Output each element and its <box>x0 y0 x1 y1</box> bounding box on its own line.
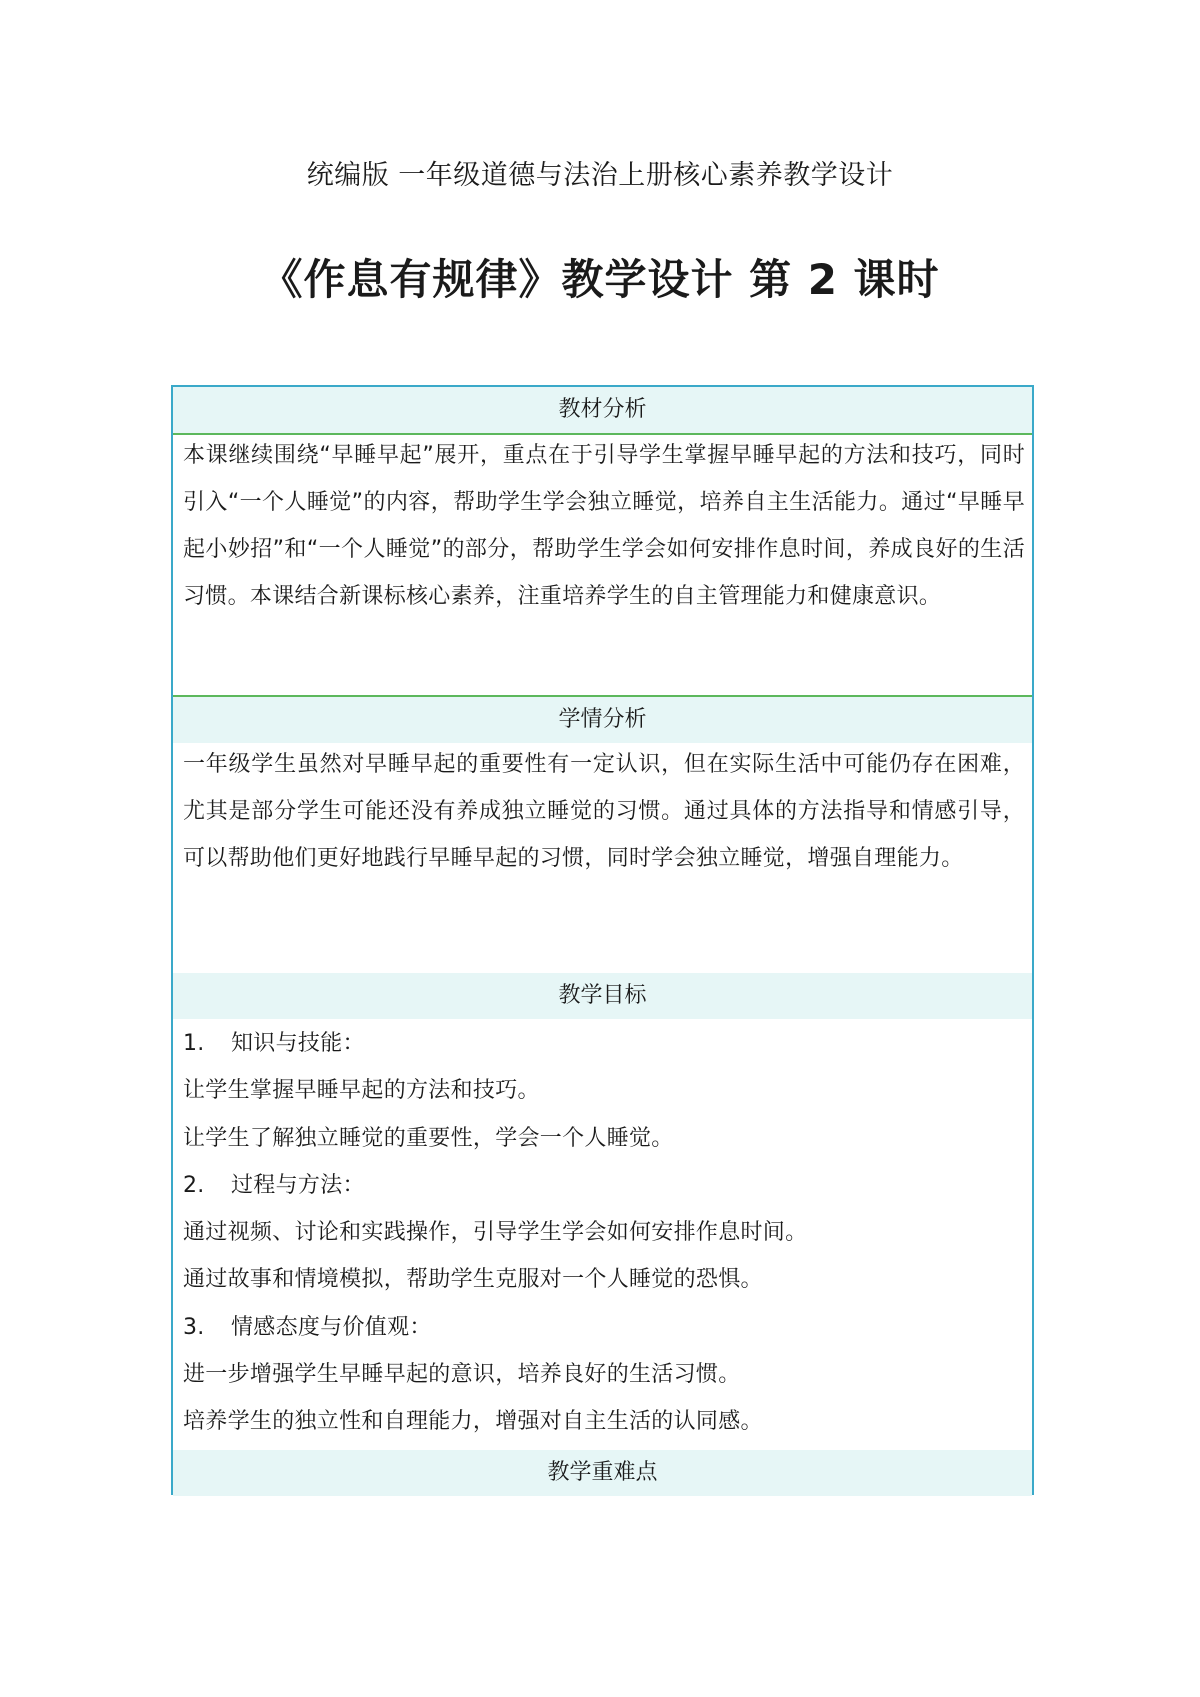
teaching-goals-list <box>183 1020 1025 1446</box>
goal-item: 通过故事和情境模拟，帮助学生克服对一个人睡觉的恐惧。 <box>183 1267 763 1293</box>
document-subtitle: 统编版 一年级道德与法治上册核心素养教学设计 <box>306 160 894 191</box>
key-points-header: 教学重难点 <box>173 1450 1032 1496</box>
lesson-plan-table <box>171 385 1034 1495</box>
teaching-goals-header: 教学目标 <box>173 973 1032 1019</box>
goal-item: 通过视频、讨论和实践操作，引导学生学会如何安排作息时间。 <box>183 1220 808 1246</box>
goal-heading: 3. 情感态度与价值观： <box>183 1314 432 1340</box>
material-analysis-header: 教材分析 <box>173 387 1032 433</box>
goal-item: 进一步增强学生早睡早起的意识，培养良好的生活习惯。 <box>183 1362 741 1388</box>
student-analysis-header: 学情分析 <box>173 697 1032 743</box>
material-analysis-text: 本课继续围绕“早睡早起”展开，重点在于引导学生掌握早睡早起的方法和技巧，同时引入“一个人睡觉”的内容，帮助学生学会独立睡觉，培养自主生活能力。通过“早睡早起小妙招”和“一个人睡觉”的部分，帮助学生学会如何安排作息时间，养成良好的生活习惯。本课结合新课标核心素养，注重培养学生的自主管理能力和健康意识。 <box>183 443 1025 609</box>
goal-item: 让学生了解独立睡觉的重要性，学会一个人睡觉。 <box>183 1125 674 1151</box>
document-title: 《作息有规律》教学设计 第 2 课时 <box>260 255 940 304</box>
goal-heading: 2. 过程与方法： <box>183 1172 365 1198</box>
student-analysis-text: 一年级学生虽然对早睡早起的重要性有一定认识，但在实际生活中可能仍存在困难，尤其是部分学生可能还没有养成独立睡觉的习惯。通过具体的方法指导和情感引导，可以帮助他们更好地践行早睡早起的习惯，同时学会独立睡觉，增强自理能力。 <box>183 752 1025 871</box>
goal-item: 让学生掌握早睡早起的方法和技巧。 <box>183 1078 540 1104</box>
goal-item: 培养学生的独立性和自理能力，增强对自主生活的认同感。 <box>183 1409 763 1435</box>
goal-heading: 1. 知识与技能： <box>183 1031 365 1056</box>
